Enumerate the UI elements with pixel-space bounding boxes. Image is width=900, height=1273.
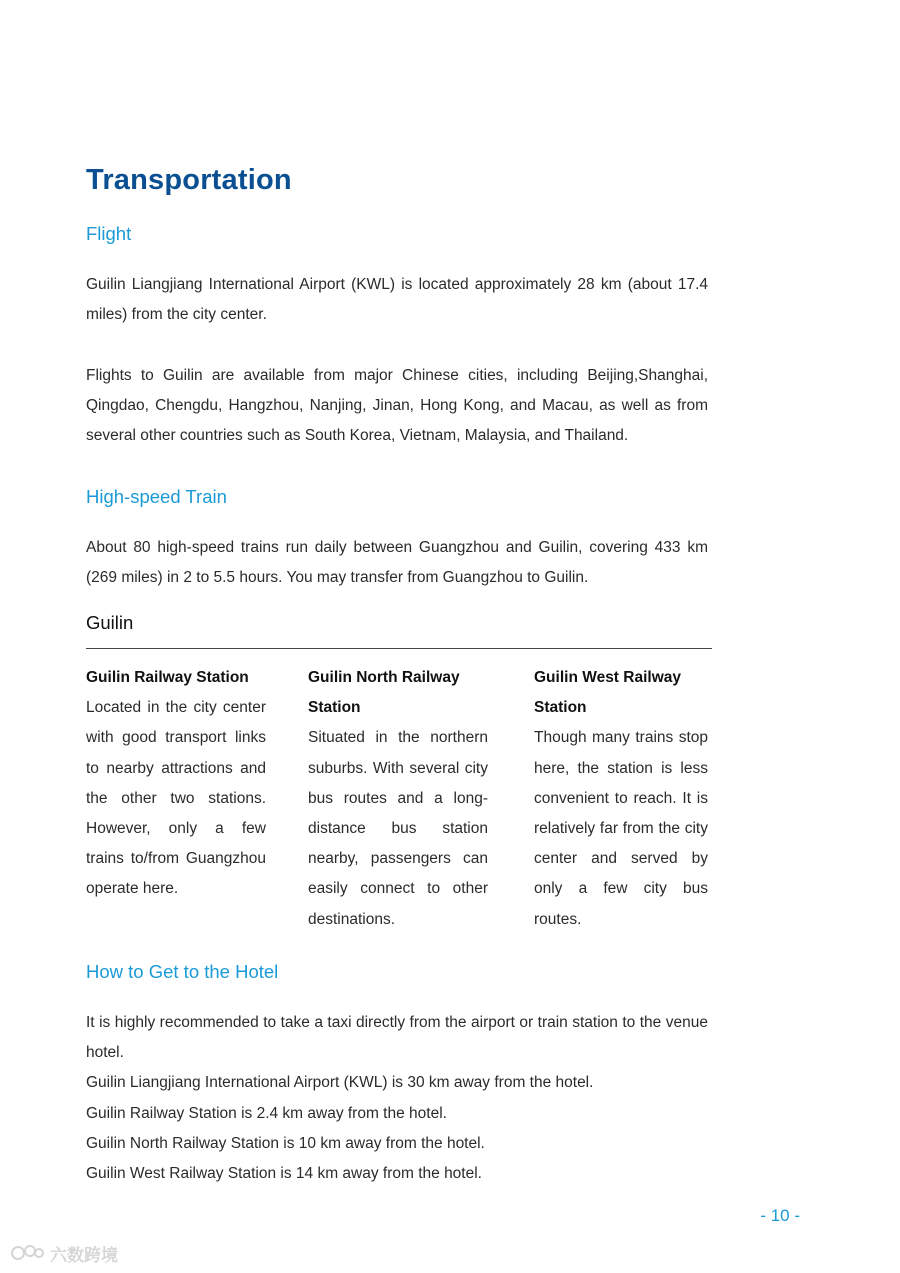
station-column [534, 663, 708, 935]
station-name: Guilin North Railway Station [308, 669, 460, 717]
flight-heading: Flight [86, 223, 132, 244]
station-description: Located in the city center with good transport links to nearby attractions and the other two stations. However, only a few trains to/from Guangzhou operate here. [86, 699, 266, 898]
page-title: Transportation [86, 164, 292, 196]
station-name: Guilin Railway Station [86, 669, 249, 686]
distance-line: Guilin Liangjiang International Airport (KWL) is 30 km away from the hotel. [86, 1074, 594, 1092]
flight-paragraph-1: Guilin Liangjiang International Airport (KWL) is located approximately 28 km (about 17.4 miles) from the city center. [86, 276, 708, 324]
hotel-heading: How to Get to the Hotel [86, 961, 279, 982]
hotel-info [86, 1008, 708, 1189]
watermark-logo-icon [10, 1243, 44, 1263]
station-description: Situated in the northern suburbs. With several city bus routes and a long-distance bus station nearby, passengers can easily connect to other destinations. [308, 729, 488, 928]
watermark [10, 1240, 118, 1266]
station-description: Though many trains stop here, the station is less convenient to reach. It is relatively far from the city center and served by only a few city bus routes. [534, 729, 708, 928]
section-divider [86, 648, 712, 649]
train-paragraph: About 80 high-speed trains run daily between Guangzhou and Guilin, covering 433 km (269 miles) in 2 to 5.5 hours. You may transfer from Guangzhou to Guilin. [86, 539, 708, 587]
station-column [86, 663, 266, 905]
guilin-heading: Guilin [86, 612, 134, 633]
distance-line: Guilin Railway Station is 2.4 km away from the hotel. [86, 1104, 447, 1122]
train-heading: High-speed Train [86, 486, 227, 507]
distance-line: Guilin North Railway Station is 10 km away from the hotel. [86, 1134, 485, 1152]
station-column [308, 663, 488, 935]
hotel-intro: It is highly recommended to take a taxi directly from the airport or train station to the venue hotel. [86, 1014, 708, 1062]
watermark-text: 六数跨境 [50, 1245, 118, 1265]
station-name: Guilin West Railway Station [534, 669, 682, 717]
page-number: - 10 - [760, 1206, 800, 1225]
distance-line: Guilin West Railway Station is 14 km away from the hotel. [86, 1165, 482, 1183]
flight-paragraph-2: Flights to Guilin are available from major Chinese cities, including Beijing,Shanghai, Qingdao, Chengdu, Hangzhou, Nanjing, Jinan, Hong Kong, and Macau, as well as from several other countries such as South Korea, Vietnam, Malaysia, and Thailand. [86, 367, 708, 445]
